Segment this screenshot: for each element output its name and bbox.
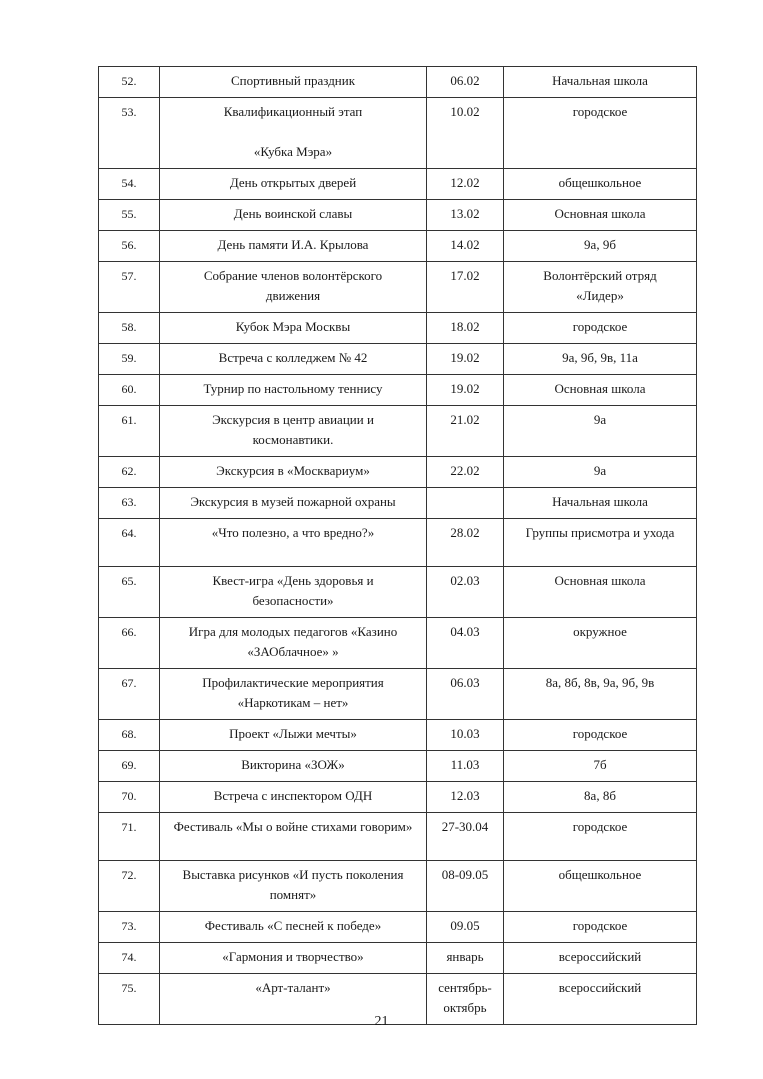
cell-participants-text: Волонтёрский отряд «Лидер»	[543, 268, 657, 303]
cell-event: Проект «Лыжи мечты»	[160, 720, 427, 751]
cell-num: 58.	[99, 313, 160, 344]
cell-num: 65.	[99, 567, 160, 618]
cell-event-text: «Что полезно, а что вредно?»	[211, 525, 375, 540]
cell-event-text: Квалификационный этап «Кубка Мэра»	[223, 104, 363, 159]
cell-event: Кубок Мэра Москвы	[160, 313, 427, 344]
table-row	[99, 861, 697, 912]
cell-event-text: Выставка рисунков «И пусть поколения помнят»	[182, 867, 404, 902]
cell-event-text: Фестиваль «Мы о войне стихами говорим»	[173, 819, 413, 834]
cell-event: День памяти И.А. Крылова	[160, 231, 427, 262]
cell-event	[160, 98, 427, 169]
cell-participants: 9а, 9б, 9в, 11а	[504, 344, 697, 375]
cell-participants: 9а, 9б	[504, 231, 697, 262]
table-row	[99, 813, 697, 861]
cell-event: День открытых дверей	[160, 169, 427, 200]
cell-participants: 9а	[504, 406, 697, 457]
cell-participants	[504, 262, 697, 313]
cell-date: 11.03	[427, 751, 504, 782]
table-row	[99, 943, 697, 974]
table-row	[99, 344, 697, 375]
cell-event	[160, 861, 427, 912]
page-number: 21	[374, 1014, 389, 1029]
cell-num: 61.	[99, 406, 160, 457]
table-row	[99, 519, 697, 567]
cell-event: Игра для молодых педагогов «Казино «ЗАОблачное» »	[160, 618, 427, 669]
cell-event: Турнир по настольному теннису	[160, 375, 427, 406]
table-row	[99, 782, 697, 813]
cell-participants: всероссийский	[504, 943, 697, 974]
cell-date: 22.02	[427, 457, 504, 488]
cell-event: Спортивный праздник	[160, 67, 427, 98]
cell-num: 53.	[99, 98, 160, 169]
cell-event: «Арт-талант»	[160, 974, 427, 1025]
cell-event	[160, 519, 427, 567]
table-row	[99, 751, 697, 782]
cell-participants: Начальная школа	[504, 488, 697, 519]
cell-participants: Основная школа	[504, 567, 697, 618]
table-row	[99, 67, 697, 98]
table-row	[99, 488, 697, 519]
table-row	[99, 912, 697, 943]
cell-date	[427, 488, 504, 519]
table-row	[99, 262, 697, 313]
cell-event: Экскурсия в музей пожарной охраны	[160, 488, 427, 519]
cell-participants: городское	[504, 313, 697, 344]
cell-event: «Гармония и творчество»	[160, 943, 427, 974]
cell-participants: окружное	[504, 618, 697, 669]
cell-event: Фестиваль «С песней к победе»	[160, 912, 427, 943]
cell-participants: городское	[504, 98, 697, 169]
cell-date: 10.03	[427, 720, 504, 751]
table-row	[99, 720, 697, 751]
cell-date: 08-09.05	[427, 861, 504, 912]
cell-event	[160, 813, 427, 861]
cell-participants: городское	[504, 720, 697, 751]
cell-date: 02.03	[427, 567, 504, 618]
cell-num: 55.	[99, 200, 160, 231]
cell-participants-text: Группы присмотра и ухода	[525, 525, 675, 540]
cell-date: 27-30.04	[427, 813, 504, 861]
cell-event: Встреча с инспектором ОДН	[160, 782, 427, 813]
cell-event	[160, 669, 427, 720]
cell-participants: 8а, 8б, 8в, 9а, 9б, 9в	[504, 669, 697, 720]
cell-date: 12.02	[427, 169, 504, 200]
table-row	[99, 406, 697, 457]
table-row	[99, 231, 697, 262]
cell-num: 67.	[99, 669, 160, 720]
cell-date: 06.03	[427, 669, 504, 720]
cell-participants: Основная школа	[504, 375, 697, 406]
cell-event: День воинской славы	[160, 200, 427, 231]
cell-date: 12.03	[427, 782, 504, 813]
events-table	[98, 66, 697, 1025]
cell-participants: городское	[504, 912, 697, 943]
cell-date: 13.02	[427, 200, 504, 231]
cell-date: 10.02	[427, 98, 504, 169]
table-row	[99, 375, 697, 406]
cell-date: 14.02	[427, 231, 504, 262]
cell-num: 66.	[99, 618, 160, 669]
cell-event-text: Квест-игра «День здоровья и безопасности»	[212, 573, 374, 608]
cell-num: 52.	[99, 67, 160, 98]
cell-num: 75.	[99, 974, 160, 1025]
table-row	[99, 457, 697, 488]
cell-participants: всероссийский	[504, 974, 697, 1025]
cell-date: 06.02	[427, 67, 504, 98]
cell-participants: 9а	[504, 457, 697, 488]
cell-date: 18.02	[427, 313, 504, 344]
cell-date: 17.02	[427, 262, 504, 313]
cell-participants: 7б	[504, 751, 697, 782]
cell-event-text: Собрание членов волонтёрского движения	[203, 268, 383, 303]
cell-participants	[504, 519, 697, 567]
cell-date: 19.02	[427, 375, 504, 406]
table-row	[99, 313, 697, 344]
cell-num: 69.	[99, 751, 160, 782]
cell-participants: общешкольное	[504, 861, 697, 912]
table-row	[99, 567, 697, 618]
cell-num: 74.	[99, 943, 160, 974]
cell-num: 60.	[99, 375, 160, 406]
cell-num: 63.	[99, 488, 160, 519]
cell-num: 68.	[99, 720, 160, 751]
cell-date: 09.05	[427, 912, 504, 943]
cell-event	[160, 262, 427, 313]
cell-event-text: Профилактические мероприятия «Наркотикам – нет»	[202, 675, 384, 710]
cell-num: 62.	[99, 457, 160, 488]
cell-participants: городское	[504, 813, 697, 861]
cell-event-text: Экскурсия в центр авиации и космонавтики.	[212, 412, 374, 447]
cell-event	[160, 406, 427, 457]
cell-date: 28.02	[427, 519, 504, 567]
cell-num: 64.	[99, 519, 160, 567]
table-row	[99, 200, 697, 231]
cell-date: 21.02	[427, 406, 504, 457]
cell-date: январь	[427, 943, 504, 974]
cell-participants: 8а, 8б	[504, 782, 697, 813]
cell-date: 19.02	[427, 344, 504, 375]
cell-date: 04.03	[427, 618, 504, 669]
cell-participants: Начальная школа	[504, 67, 697, 98]
table-row	[99, 618, 697, 669]
cell-date-text: сентябрь-октябрь	[438, 980, 492, 1015]
cell-participants: Основная школа	[504, 200, 697, 231]
cell-num: 72.	[99, 861, 160, 912]
cell-event: Встреча с колледжем № 42	[160, 344, 427, 375]
table-row	[99, 98, 697, 169]
cell-num: 54.	[99, 169, 160, 200]
cell-event	[160, 567, 427, 618]
cell-event: Экскурсия в «Москвариум»	[160, 457, 427, 488]
cell-num: 73.	[99, 912, 160, 943]
cell-num: 57.	[99, 262, 160, 313]
cell-num: 70.	[99, 782, 160, 813]
cell-num: 71.	[99, 813, 160, 861]
cell-num: 59.	[99, 344, 160, 375]
cell-event: Викторина «ЗОЖ»	[160, 751, 427, 782]
table-row	[99, 669, 697, 720]
cell-participants: общешкольное	[504, 169, 697, 200]
table-row	[99, 169, 697, 200]
cell-num: 56.	[99, 231, 160, 262]
